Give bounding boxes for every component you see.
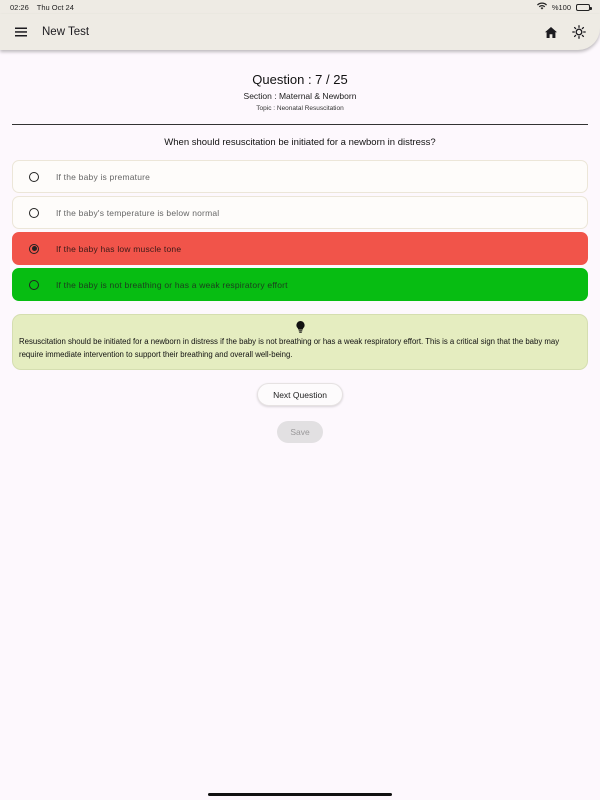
- wifi-icon: [537, 2, 547, 12]
- option-label: If the baby is premature: [56, 171, 151, 182]
- menu-icon[interactable]: [10, 21, 32, 43]
- home-indicator: [208, 793, 392, 796]
- app-title: New Test: [42, 26, 90, 38]
- radio-button-selected[interactable]: [29, 244, 39, 254]
- question-header: [0, 72, 600, 112]
- radio-button[interactable]: [29, 208, 39, 218]
- save-button[interactable]: Save: [277, 421, 323, 443]
- answer-option-2[interactable]: [12, 196, 588, 229]
- explanation-box: [12, 314, 588, 370]
- home-icon[interactable]: [540, 21, 562, 43]
- status-time: 02:26: [10, 2, 29, 12]
- next-question-button[interactable]: Next Question: [257, 383, 343, 406]
- option-label: If the baby has low muscle tone: [56, 243, 182, 254]
- brightness-icon[interactable]: [568, 21, 590, 43]
- battery-icon: [576, 4, 590, 11]
- question-text: When should resuscitation be initiated for a newborn in distress?: [164, 137, 436, 148]
- status-date: Thu Oct 24: [36, 2, 74, 12]
- radio-button[interactable]: [29, 172, 39, 182]
- option-label: If the baby's temperature is below normal: [56, 207, 220, 218]
- option-label: If the baby is not breathing or has a weak respiratory effort: [56, 279, 288, 290]
- question-counter: Question : 7 / 25: [252, 72, 348, 87]
- app-bar: [0, 14, 600, 50]
- answer-option-4[interactable]: [12, 268, 588, 301]
- status-bar: [0, 0, 600, 14]
- battery-percentage: %100: [551, 2, 571, 12]
- answer-options: [12, 160, 588, 304]
- topic-label: Topic : Neonatal Resuscitation: [256, 105, 344, 112]
- answer-option-1[interactable]: [12, 160, 588, 193]
- lightbulb-icon: [19, 321, 581, 335]
- explanation-text: Resuscitation should be initiated for a newborn in distress if the baby is not breathing or has a weak respiratory effort. This is a critical sign that the baby may require immediate intervention to support their breathing and overall well-being.: [19, 337, 560, 359]
- status-right: [537, 2, 590, 12]
- answer-option-3[interactable]: [12, 232, 588, 265]
- section-label: Section : Maternal & Newborn: [243, 91, 357, 101]
- radio-button[interactable]: [29, 280, 39, 290]
- divider: [12, 124, 588, 125]
